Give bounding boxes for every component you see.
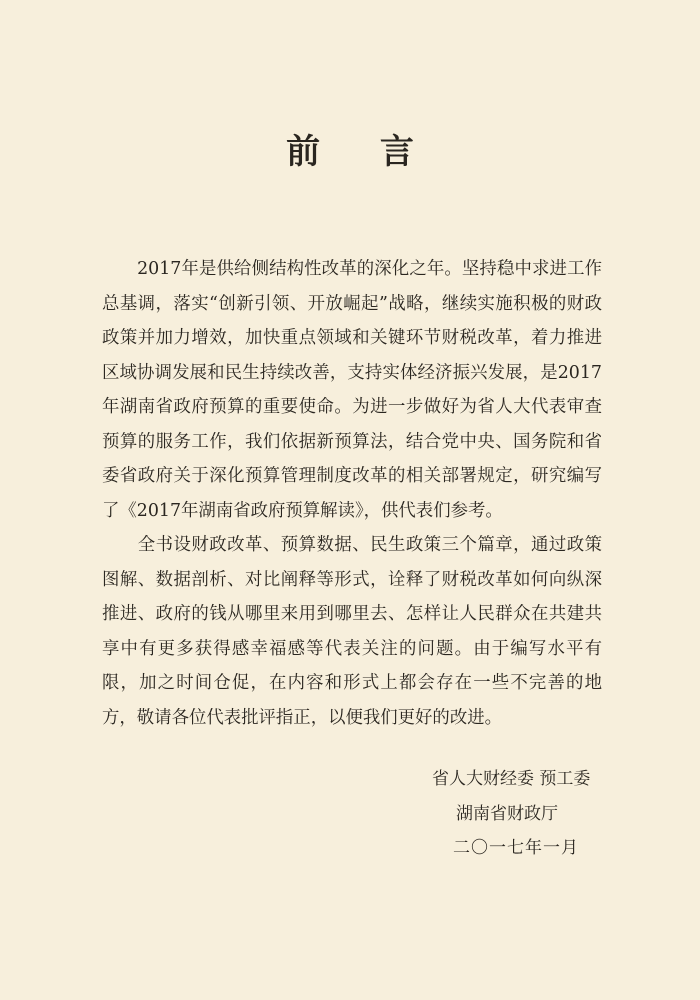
signature-date: 二〇一七年一月 — [453, 838, 579, 858]
paragraph-2 — [102, 528, 602, 735]
indent-spacer — [102, 535, 138, 555]
paragraph-2-text: 全书设财政改革、预算数据、民生政策三个篇章，通过政策图解、数据剖析、对比阐释等形式，诠释了财税改革如何向纵深推进、政府的钱从哪里来用到哪里去、怎样让人民群众在共建共享中有更多获得感幸福感等代表关注的问题。由于编写水平有限，加之时间仓促，在内容和形式上都会存在一些不完善的地方，敬请各位代表批评指正，以便我们更好的改进。 — [102, 535, 602, 728]
indent-spacer — [102, 259, 137, 279]
paragraph-1-text: 2017年是供给侧结构性改革的深化之年。坚持稳中求进工作总基调，落实“创新引领、开放崛起”战略，继续实施积极的财政政策并加力增效，加快重点领域和关键环节财税改革，着力推进区域协调发展和民生持续改善，支持实体经济振兴发展，是2017年湖南省政府预算的重要使命。为进一步做好为省人大代表审查预算的服务工作，我们依据新预算法，结合党中央、国务院和省委省政府关于深化预算管理制度改革的相关部署规定，研究编写了《2017年湖南省政府预算解读》，供代表们参考。 — [102, 259, 602, 521]
paragraph-1 — [102, 252, 602, 528]
signature-department: 湖南省财政厅 — [456, 803, 558, 824]
preface-body — [102, 252, 602, 735]
page-title: 前 言 — [286, 132, 438, 172]
signature-issuer: 省人大财经委 预工委 — [432, 769, 591, 789]
signature-block — [420, 762, 620, 866]
